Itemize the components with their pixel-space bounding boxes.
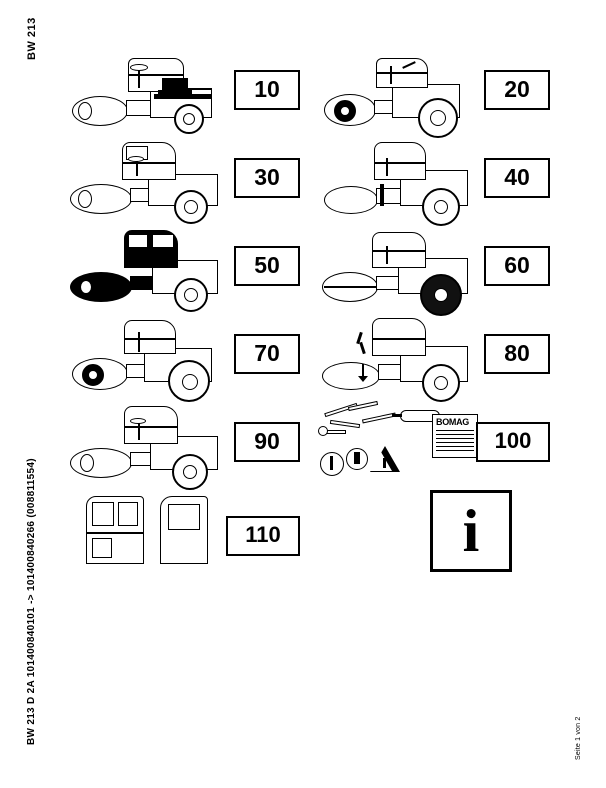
roller-shaded-illustration xyxy=(68,226,228,310)
tools-decals-illustration xyxy=(314,400,484,488)
grid-row xyxy=(60,312,560,400)
information-icon: i xyxy=(462,498,480,564)
grid-row xyxy=(60,400,560,488)
roller-operator-platform-illustration xyxy=(68,50,228,134)
screwdriver-icon xyxy=(362,413,396,424)
item-number-box: 100 xyxy=(476,422,550,462)
grease-gun-nozzle-icon xyxy=(392,414,402,417)
item-30[interactable] xyxy=(60,136,310,224)
item-number-box: 60 xyxy=(484,246,550,286)
item-60[interactable] xyxy=(310,224,560,312)
roller-drum-drive-illustration xyxy=(68,314,228,398)
item-40[interactable] xyxy=(310,136,560,224)
grid-row xyxy=(60,136,560,224)
warning-triangle-inner xyxy=(370,452,392,471)
brand-label: BOMAG xyxy=(436,417,469,427)
item-70[interactable] xyxy=(60,312,310,400)
roller-complete-illustration xyxy=(68,402,228,486)
item-number-box: 50 xyxy=(234,246,300,286)
item-10[interactable] xyxy=(60,48,310,136)
item-number-box: 90 xyxy=(234,422,300,462)
item-number-box: 110 xyxy=(226,516,300,556)
item-110[interactable] xyxy=(60,488,310,584)
item-number-box: 10 xyxy=(234,70,300,110)
washer-icon xyxy=(318,426,328,436)
item-80[interactable] xyxy=(310,312,560,400)
item-info[interactable] xyxy=(310,488,560,584)
document-subtitle: BW 213 D 2A 101400840101 -> 101400840266 (008811554) xyxy=(26,458,37,745)
screwdriver-icon xyxy=(330,420,360,428)
roller-electrics-illustration xyxy=(318,314,478,398)
wrench-icon xyxy=(348,401,378,411)
roller-frame-illustration xyxy=(318,138,478,222)
item-90[interactable] xyxy=(60,400,310,488)
parts-overview-grid xyxy=(60,48,560,688)
roller-dark-wheel-illustration xyxy=(318,226,478,310)
cab-panels-illustration xyxy=(68,490,228,582)
grid-row xyxy=(60,224,560,312)
item-20[interactable] xyxy=(310,48,560,136)
roller-cab-illustration xyxy=(68,138,228,222)
item-number-box: 40 xyxy=(484,158,550,198)
roller-drive-unit-illustration xyxy=(318,50,478,134)
document-title: BW 213 xyxy=(26,17,38,60)
item-number-box: 70 xyxy=(234,334,300,374)
item-number-box: 30 xyxy=(234,158,300,198)
nameplate-lines xyxy=(436,430,474,454)
grid-row xyxy=(60,488,560,584)
item-number-box: 80 xyxy=(484,334,550,374)
nameplate-icon xyxy=(432,414,478,458)
page-indicator: Seite 1 von 2 xyxy=(575,716,582,760)
item-number-box: 20 xyxy=(484,70,550,110)
item-50[interactable] xyxy=(60,224,310,312)
grid-row xyxy=(60,48,560,136)
info-box[interactable] xyxy=(430,490,512,572)
item-100[interactable] xyxy=(310,400,560,488)
